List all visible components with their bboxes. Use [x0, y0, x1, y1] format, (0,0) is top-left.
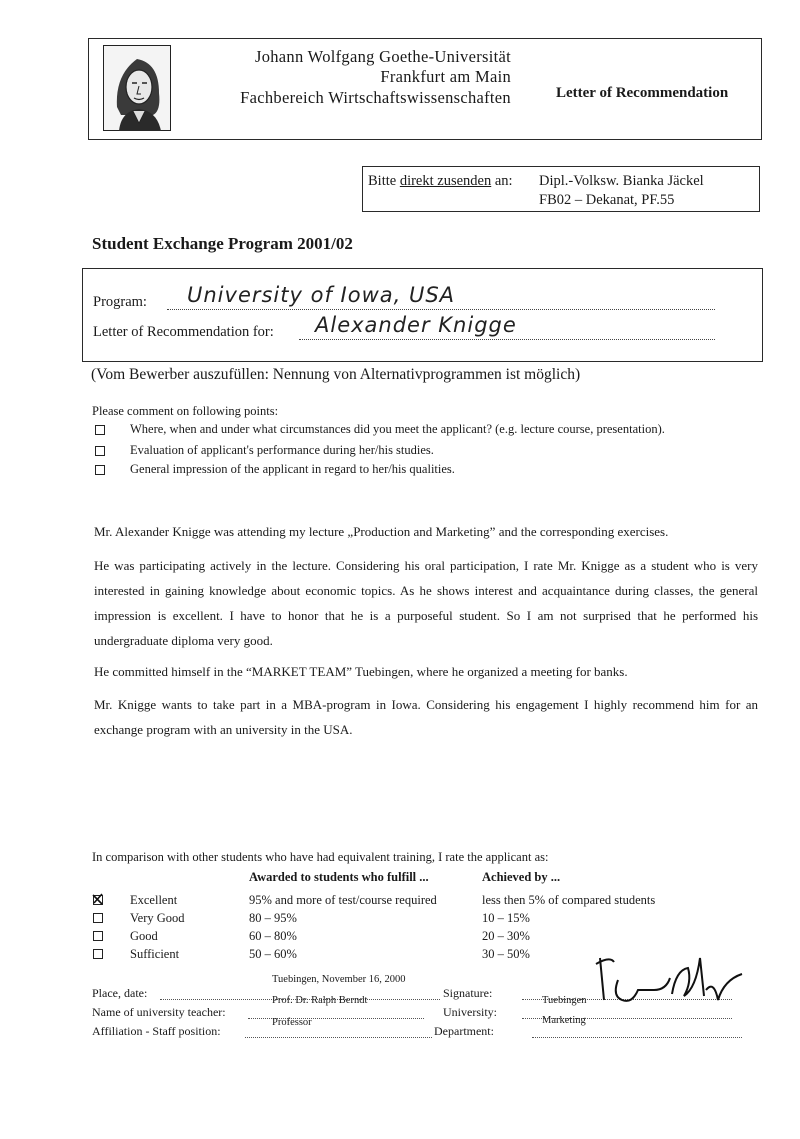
rating-checkbox[interactable] — [93, 949, 103, 959]
send-to-label: Bitte direkt zusenden an: — [368, 173, 513, 189]
rating-intro: In comparison with other students who have had equivalent training, I rate the applicant as: — [92, 850, 549, 864]
department-line — [532, 1037, 742, 1038]
rating-checkbox[interactable] — [93, 913, 103, 923]
university-name: Johann Wolfgang Goethe-Universität — [254, 47, 511, 66]
rating-achieved: 20 – 30% — [482, 929, 530, 943]
comment-checkbox[interactable] — [95, 465, 105, 475]
recipient-address: FB02 – Dekanat, PF.55 — [539, 192, 675, 208]
rating-awarded: 50 – 60% — [249, 947, 297, 961]
goethe-portrait-logo — [103, 45, 171, 131]
rating-awarded: 95% and more of test/course required — [249, 893, 437, 907]
position-value[interactable]: Professor — [272, 1017, 312, 1028]
signature-label: Signature: — [443, 986, 493, 1000]
letter-paragraph: He was participating actively in the lecture. Considering his oral participation, I rate Mr. Knigge as a student who is very interested in gaining knowledge about economic topics. As he shows interest and acquaintance during classes, the general impression is excellent. I have to honor that he is a purposeful student. So I am not surprised that he performed his undergraduate diploma very good. — [94, 558, 758, 648]
letter-paragraph: Mr. Alexander Knigge was attending my lecture „Production and Marketing” and the corresponding exercises. — [94, 524, 669, 539]
rating-awarded: 60 – 80% — [249, 929, 297, 943]
letter-paragraph: He committed himself in the “MARKET TEAM” Tuebingen, where he organized a meeting for banks. — [94, 664, 628, 679]
rating-label: Sufficient — [130, 947, 180, 961]
letterhead-box — [88, 38, 762, 140]
place-date-value[interactable]: Tuebingen, November 16, 2000 — [272, 974, 406, 985]
university-label: University: — [443, 1005, 497, 1019]
comment-point: Evaluation of applicant's performance during her/his studies. — [130, 443, 434, 457]
recommendation-dotted-line — [299, 339, 715, 340]
comment-point: Where, when and under what circumstances did you meet the applicant? (e.g. lecture course, presentation). — [130, 422, 665, 436]
program-dotted-line — [167, 309, 715, 310]
position-line — [245, 1037, 432, 1038]
rating-achieved: 30 – 50% — [482, 947, 530, 961]
rating-awarded: 80 – 95% — [249, 911, 297, 925]
rating-checkbox-checked[interactable] — [93, 895, 103, 905]
teacher-label: Name of university teacher: — [92, 1005, 226, 1019]
awarded-column-header: Awarded to students who fulfill ... — [249, 870, 429, 884]
applicant-note: (Vom Bewerber auszufüllen: Nennung von Alternativprogrammen ist möglich) — [91, 366, 581, 383]
university-value[interactable]: Tuebingen — [542, 995, 587, 1006]
teacher-value[interactable]: Prof. Dr. Ralph Berndt — [272, 995, 368, 1006]
rating-achieved: less then 5% of compared students — [482, 893, 656, 907]
place-date-label: Place, date: — [92, 986, 148, 1000]
send-to-box — [362, 166, 760, 212]
program-form-box — [82, 268, 763, 362]
recommendation-handwritten-value[interactable]: Alexander Knigge — [315, 313, 517, 337]
department-value[interactable]: Marketing — [542, 1015, 586, 1026]
department-label: Department: — [434, 1024, 494, 1038]
rating-achieved: 10 – 15% — [482, 911, 530, 925]
program-label: Program: — [93, 294, 147, 310]
comment-checkbox[interactable] — [95, 425, 105, 435]
comment-intro: Please comment on following points: — [92, 404, 279, 418]
letter-paragraph: Mr. Knigge wants to take part in a MBA-program in Iowa. Considering his engagement I highly recommend him for an exchange program with an university in the USA. — [94, 697, 758, 737]
comment-checkbox[interactable] — [95, 446, 105, 456]
comment-point: General impression of the applicant in regard to her/his qualities. — [130, 462, 455, 476]
position-label: Affiliation - Staff position: — [92, 1024, 221, 1038]
program-heading: Student Exchange Program 2001/02 — [92, 234, 353, 253]
check-mark-icon — [92, 893, 104, 905]
recommendation-label: Letter of Recommendation for: — [93, 324, 274, 340]
department-name: Fachbereich Wirtschaftswissenschaften — [240, 88, 511, 107]
rating-label: Good — [130, 929, 158, 943]
university-city: Frankfurt am Main — [380, 67, 511, 86]
rating-checkbox[interactable] — [93, 931, 103, 941]
recipient-name: Dipl.-Volksw. Bianka Jäckel — [539, 173, 704, 189]
handwritten-signature — [592, 950, 752, 1012]
document-title: Letter of Recommendation — [556, 85, 729, 101]
rating-label: Excellent — [130, 893, 178, 907]
rating-label: Very Good — [130, 911, 185, 925]
achieved-column-header: Achieved by ... — [482, 870, 561, 884]
program-handwritten-value[interactable]: University of Iowa, USA — [187, 283, 456, 307]
